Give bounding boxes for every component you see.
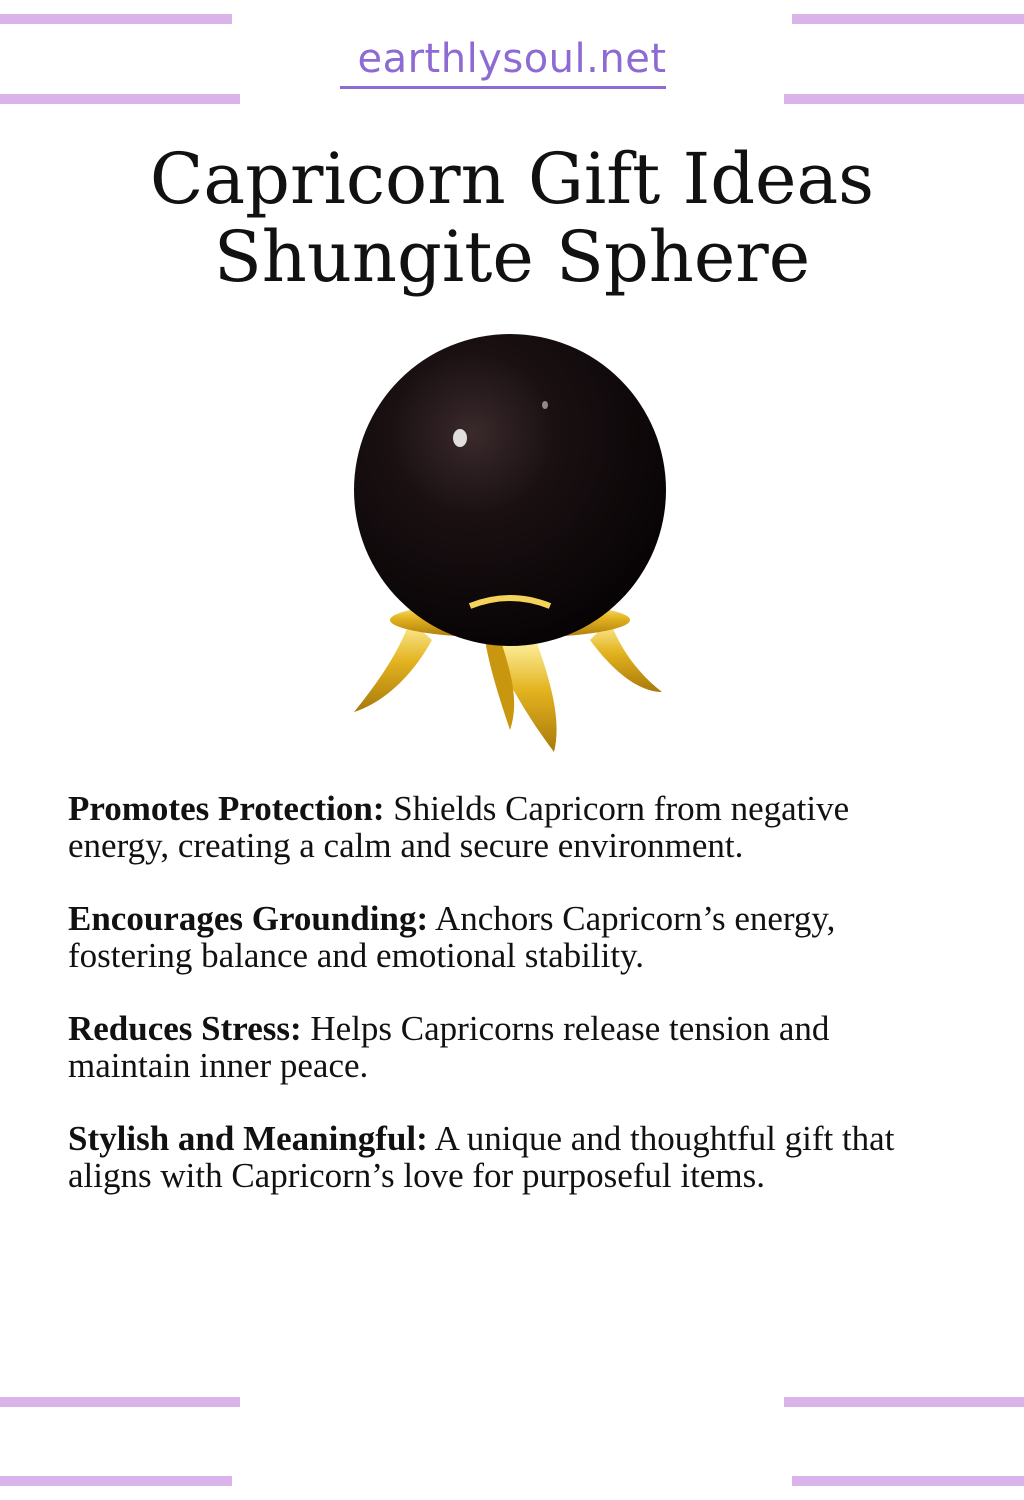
title-line-1: Capricorn Gift Ideas — [149, 138, 875, 220]
benefit-item — [68, 1010, 948, 1084]
page-title — [0, 140, 1024, 296]
title-line-2: Shungite Sphere — [213, 216, 811, 298]
benefit-text: Anchors Capricorn’s energy, fostering balance and emotional stability. — [68, 899, 836, 975]
decorative-bar — [784, 94, 1024, 104]
logo-underline — [340, 86, 666, 89]
benefit-text: Shields Capricorn from negative energy, creating a calm and secure environment. — [68, 789, 850, 865]
benefit-heading: Reduces Stress: — [68, 1009, 302, 1048]
decorative-bar — [0, 1397, 240, 1407]
shungite-sphere-icon — [340, 320, 680, 760]
benefits-list — [68, 790, 948, 1230]
site-logo[interactable] — [0, 36, 1024, 82]
decorative-bar — [0, 14, 232, 24]
benefit-heading: Encourages Grounding: — [68, 899, 429, 938]
benefit-text: Helps Capricorns release tension and maintain inner peace. — [68, 1009, 830, 1085]
decorative-bar — [0, 94, 240, 104]
decorative-bar — [792, 14, 1024, 24]
benefit-heading: Promotes Protection: — [68, 789, 385, 828]
decorative-bar — [784, 1397, 1024, 1407]
benefit-item — [68, 790, 948, 864]
logo-text: earthlysoul.net — [357, 36, 667, 82]
benefit-item — [68, 1120, 948, 1194]
decorative-bar — [0, 1476, 232, 1486]
decorative-bar — [792, 1476, 1024, 1486]
benefit-item — [68, 900, 948, 974]
benefit-text: A unique and thoughtful gift that aligns with Capricorn’s love for purposeful items. — [68, 1119, 895, 1195]
benefit-heading: Stylish and Meaningful: — [68, 1119, 428, 1158]
